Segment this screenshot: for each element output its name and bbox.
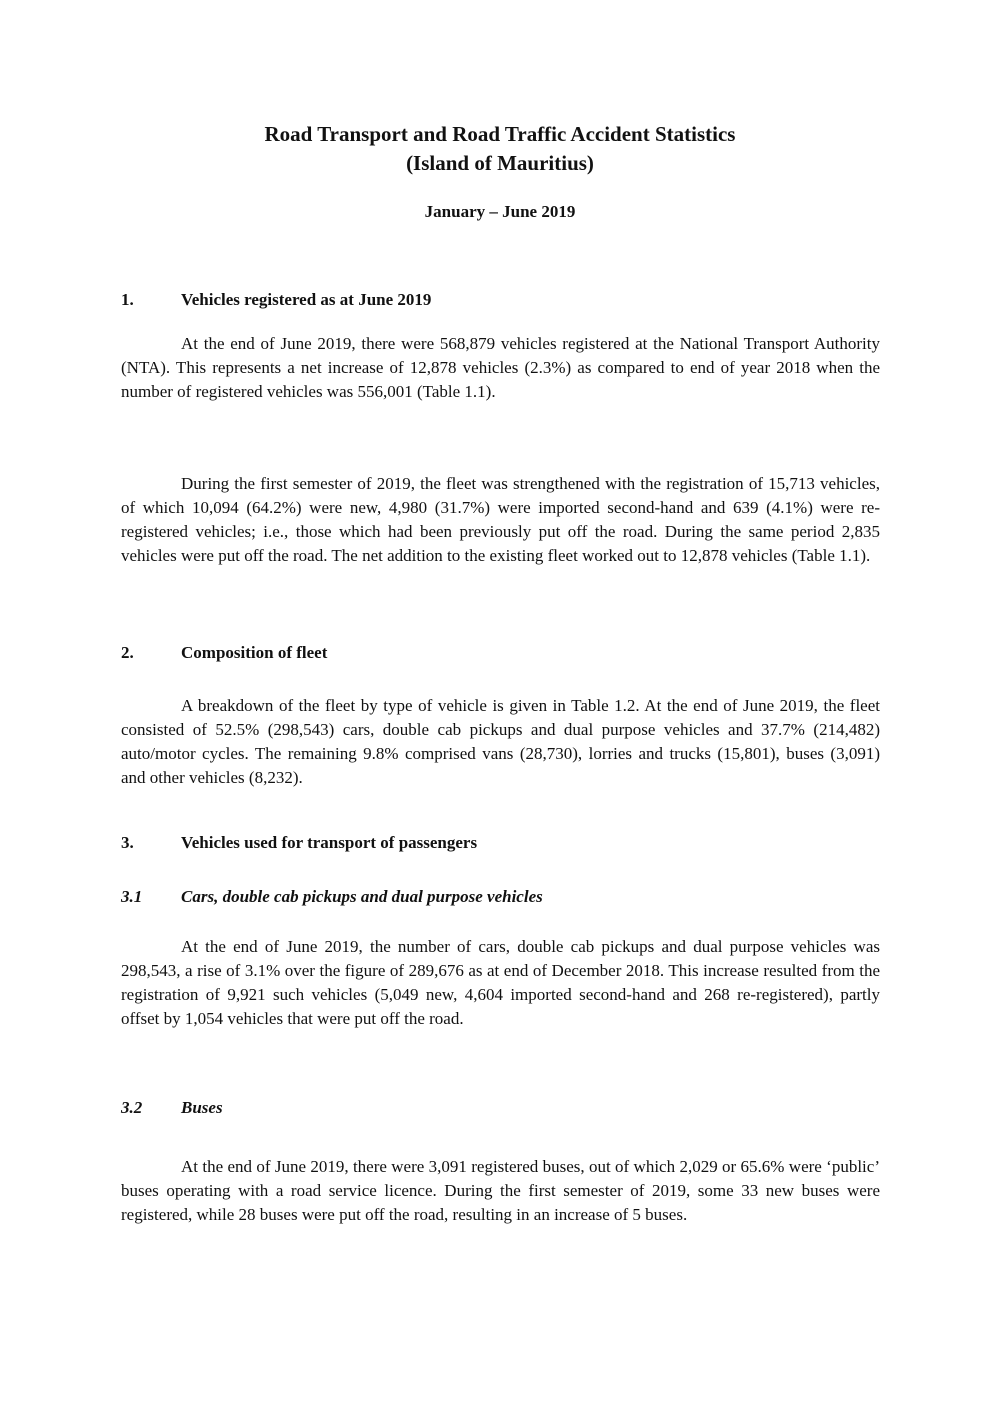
section-3-2-paragraph-1: At the end of June 2019, there were 3,091 registered buses, out of which 2,029 or 65.6% were ‘public’ buses operating with a road service licence. During the first semester of 2019, some 33 new buses were registered, while 28 buses were put off the road, resulting in an increase of 5 buses. [121, 1157, 880, 1224]
section-3-1-title: Cars, double cab pickups and dual purpose vehicles [181, 887, 543, 906]
section-3-2-title: Buses [181, 1098, 223, 1117]
section-2-title: Composition of fleet [181, 643, 328, 662]
section-2-number: 2. [121, 643, 134, 662]
section-1-paragraph-2: During the first semester of 2019, the fleet was strengthened with the registration of 15,713 vehicles, of which 10,094 (64.2%) were new, 4,980 (31.7%) were imported second-hand and 639 (4.1%) were re-registered vehicles; i.e., those which had been previously put off the road. During the same period 2,835 vehicles were put off the road. The net addition to the existing fleet worked out to 12,878 vehicles (Table 1.1). [121, 474, 880, 565]
section-2-heading [121, 642, 327, 664]
section-3-2-heading [121, 1097, 223, 1119]
section-3-1-number: 3.1 [121, 887, 143, 906]
section-1-heading [121, 289, 431, 311]
section-1-title: Vehicles registered as at June 2019 [181, 290, 432, 309]
section-2-paragraph-1: A breakdown of the fleet by type of vehicle is given in Table 1.2. At the end of June 2019, the fleet consisted of 52.5% (298,543) cars, double cab pickups and dual purpose vehicles and 37.7% (214,482) auto/motor cycles. The remaining 9.8% comprised vans (28,730), lorries and trucks (15,801), buses (3,091) and other vehicles (8,232). [121, 696, 880, 787]
section-3-number: 3. [121, 833, 134, 852]
document-title-line-2: (Island of Mauritius) [406, 151, 594, 175]
section-3-1-heading [121, 886, 543, 908]
section-3-heading [121, 832, 477, 854]
document-title-line-1: Road Transport and Road Traffic Accident Statistics [264, 122, 736, 146]
section-3-title: Vehicles used for transport of passengers [181, 833, 478, 852]
section-3-2-number: 3.2 [121, 1098, 143, 1117]
section-3-1-paragraph-1: At the end of June 2019, the number of cars, double cab pickups and dual purpose vehicles was 298,543, a rise of 3.1% over the figure of 289,676 as at end of December 2018. This increase resulted from the registration of 9,921 such vehicles (5,049 new, 4,604 imported second-hand and 268 re-registered), partly offset by 1,054 vehicles that were put off the road. [121, 937, 880, 1028]
section-1-number: 1. [121, 290, 134, 309]
section-1-paragraph-1: At the end of June 2019, there were 568,879 vehicles registered at the National Transport Authority (NTA). This represents a net increase of 12,878 vehicles (2.3%) as compared to end of year 2018 when the number of registered vehicles was 556,001 (Table 1.1). [121, 334, 880, 401]
document-period: January – June 2019 [424, 202, 576, 221]
